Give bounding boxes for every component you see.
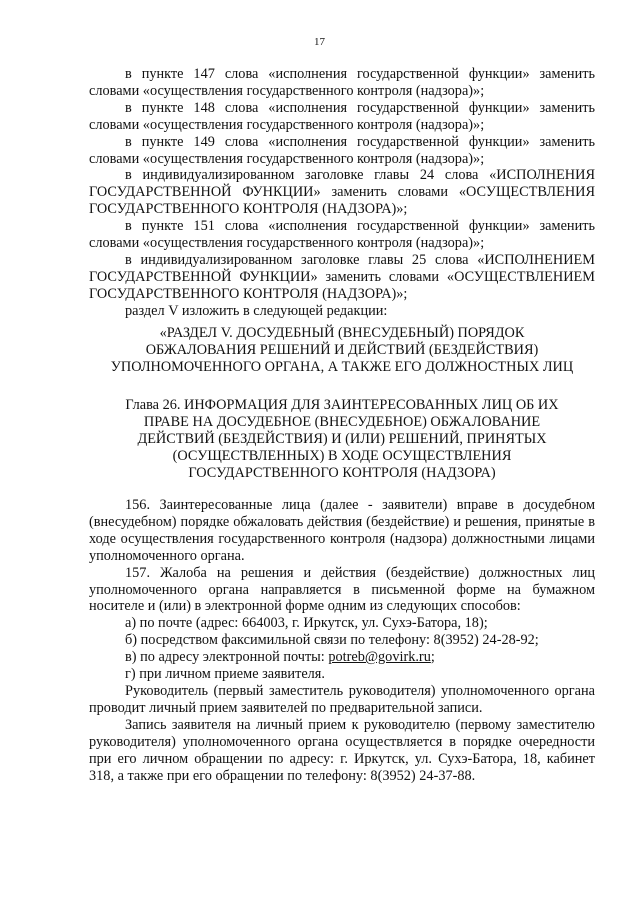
way-email-suffix: ; — [430, 649, 435, 666]
paragraph-head-reception: Руководитель (первый заместитель руководителя) уполномоченного органа проводит личный прием заявителей по предварительной записи. — [89, 682, 595, 716]
amendments-list — [89, 66, 595, 320]
amendment-item: в индивидуализированном заголовке главы 24 слова «ИСПОЛНЕНИЯ ГОСУДАРСТВЕННОЙ ФУНКЦИИ» заменить словами «ОСУЩЕСТВЛЕНИЯ ГОСУДАРСТВЕННОГО КОНТРОЛЯ (НАДЗОРА)»; — [89, 167, 595, 218]
section-body — [89, 497, 595, 784]
amendment-item: в пункте 147 слова «исполнения государственной функции» заменить словами «осуществления государственного контроля (надзора)»; — [89, 66, 595, 99]
paragraph-157: 157. Жалоба на решения и действия (бездействие) должностных лиц уполномоченного органа направляется в письменной форме на бумажном носителе и (или) в электронной форме одним из следующих способов: — [89, 564, 595, 615]
amendment-item: в пункте 149 слова «исполнения государственной функции» заменить словами «осуществления государственного контроля (надзора)»; — [89, 133, 595, 167]
way-email — [89, 649, 595, 666]
paragraph-156: 156. Заинтересованные лица (далее - заявители) вправе в досудебном (внесудебном) порядке обжаловать действия (бездействие) и решения, принятые в ходе осуществления государственного контроля (надзора) должностными лицами уполномоченного органа. — [89, 497, 595, 564]
section-title: «РАЗДЕЛ V. ДОСУДЕБНЫЙ (ВНЕСУДЕБНЫЙ) ПОРЯДОК ОБЖАЛОВАНИЯ РЕШЕНИЙ И ДЕЙСТВИЙ (БЕЗДЕЙСТВИЯ) УПОЛНОМОЧЕННОГО ОРГАНА, А ТАКЖЕ ЕГО ДОЛЖНОСТНЫХ ЛИЦ — [110, 325, 574, 375]
way-fax: б) посредством факсимильной связи по телефону: 8(3952) 24-28-92; — [125, 632, 539, 649]
way-mail: а) по почте (адрес: 664003, г. Иркутск, ул. Сухэ-Батора, 18); — [125, 615, 488, 632]
email-link[interactable]: potreb@govirk.ru — [328, 649, 431, 666]
way-email-prefix: в) по адресу электронной почты: — [125, 649, 329, 666]
amendment-item: в индивидуализированном заголовке главы 25 слова «ИСПОЛНЕНИЕМ ГОСУДАРСТВЕННОЙ ФУНКЦИИ» заменить словами «ОСУЩЕСТВЛЕНИЕМ ГОСУДАРСТВЕННОГО КОНТРОЛЯ (НАДЗОРА)»; — [89, 251, 595, 302]
way-personal: г) при личном приеме заявителя. — [125, 666, 325, 683]
amendment-item: раздел V изложить в следующей редакции: — [125, 302, 388, 319]
paragraph-appointment: Запись заявителя на личный прием к руководителю (первому заместителю руководителя) уполномоченного органа осуществляется в порядке очередности при его личном обращении по адресу: г. Иркутск, ул. Сухэ-Батора, 18, кабинет 318, а также при его обращении по телефону: 8(3952) 24-37-88. — [89, 716, 595, 784]
page-number: 17 — [314, 36, 325, 48]
amendment-item: в пункте 151 слова «исполнения государственной функции» заменить словами «осуществления государственного контроля (надзора)»; — [89, 218, 595, 252]
chapter-title: Глава 26. ИНФОРМАЦИЯ ДЛЯ ЗАИНТЕРЕСОВАННЫХ ЛИЦ ОБ ИХ ПРАВЕ НА ДОСУДЕБНОЕ (ВНЕСУДЕБНОЕ) ОБЖАЛОВАНИЕ ДЕЙСТВИЙ (БЕЗДЕЙСТВИЯ) И (ИЛИ) РЕШЕНИЙ, ПРИНЯТЫХ (ОСУЩЕСТВЛЕННЫХ) В ХОДЕ ОСУЩЕСТВЛЕНИЯ ГОСУДАРСТВЕННОГО КОНТРОЛЯ (НАДЗОРА) — [125, 397, 559, 481]
amendment-item: в пункте 148 слова «исполнения государственной функции» заменить словами «осуществления государственного контроля (надзора)»; — [89, 99, 595, 133]
